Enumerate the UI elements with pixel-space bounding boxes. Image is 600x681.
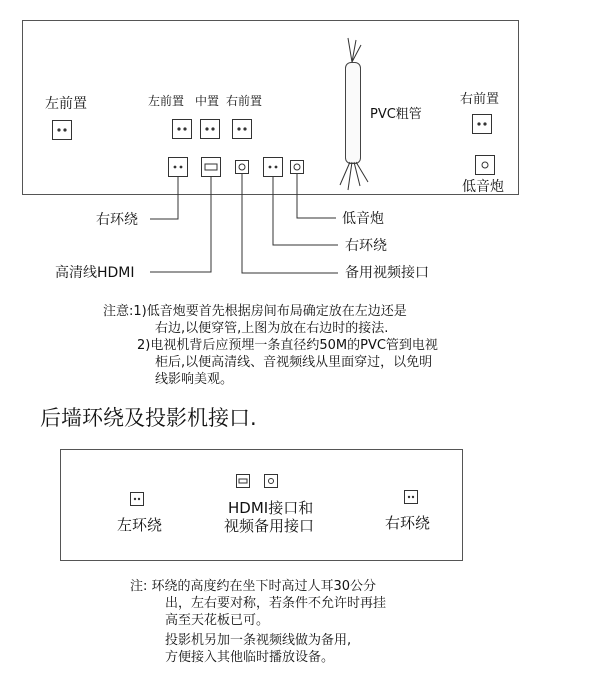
callout-hdmi: 高清线HDMI bbox=[55, 265, 135, 281]
note1-line5: 线影响美观。 bbox=[155, 372, 234, 387]
rear-right-surround-label: 右环绕 bbox=[385, 514, 431, 532]
note2-line4: 投影机另加一条视频线做为备用, bbox=[165, 633, 352, 648]
front-label-left: 左前置 bbox=[148, 94, 185, 108]
front-label-center: 中置 bbox=[195, 94, 220, 108]
callout-spare-av: 备用视频接口 bbox=[345, 265, 429, 281]
rear-left-surround-label: 左环绕 bbox=[117, 516, 163, 534]
note1-line4: 柜后,以便高清线、音视频线从里面穿过，以免明 bbox=[155, 355, 433, 370]
right-front-title: 右前置 bbox=[460, 92, 500, 107]
note1-line3: 2)电视机背后应预埋一条直径约50M的PVC管到电视 bbox=[137, 338, 438, 353]
note2-line3: 高至天花板已可。 bbox=[165, 613, 270, 628]
note1-line1: 注意:1)低音炮要首先根据房间布局确定放在左边还是 bbox=[103, 304, 407, 319]
callout-right-surround-right: 右环绕 bbox=[345, 238, 387, 254]
note1-line2: 右边,以便穿管,上图为放在右边时的接法. bbox=[155, 321, 389, 336]
note2-line5: 方便接入其他临时播放设备。 bbox=[165, 650, 335, 665]
rear-center-label-line2: 视频备用接口 bbox=[224, 517, 315, 535]
rear-center-label-line1: HDMI接口和 bbox=[228, 499, 314, 517]
callout-right-surround-left: 右环绕 bbox=[96, 212, 138, 228]
note2-line1: 注: 环绕的高度约在坐下时高过人耳30公分 bbox=[130, 579, 377, 594]
note2-line2: 出，左右要对称，若条件不允许时再挂 bbox=[165, 596, 387, 611]
pvc-label: PVC粗管 bbox=[370, 107, 422, 122]
section2-title: 后墙环绕及投影机接口. bbox=[40, 406, 257, 430]
callout-subwoofer: 低音炮 bbox=[342, 211, 384, 227]
front-label-right: 右前置 bbox=[226, 94, 263, 108]
left-front-title: 左前置 bbox=[45, 96, 87, 112]
subwoofer-title: 低音炮 bbox=[462, 179, 504, 195]
